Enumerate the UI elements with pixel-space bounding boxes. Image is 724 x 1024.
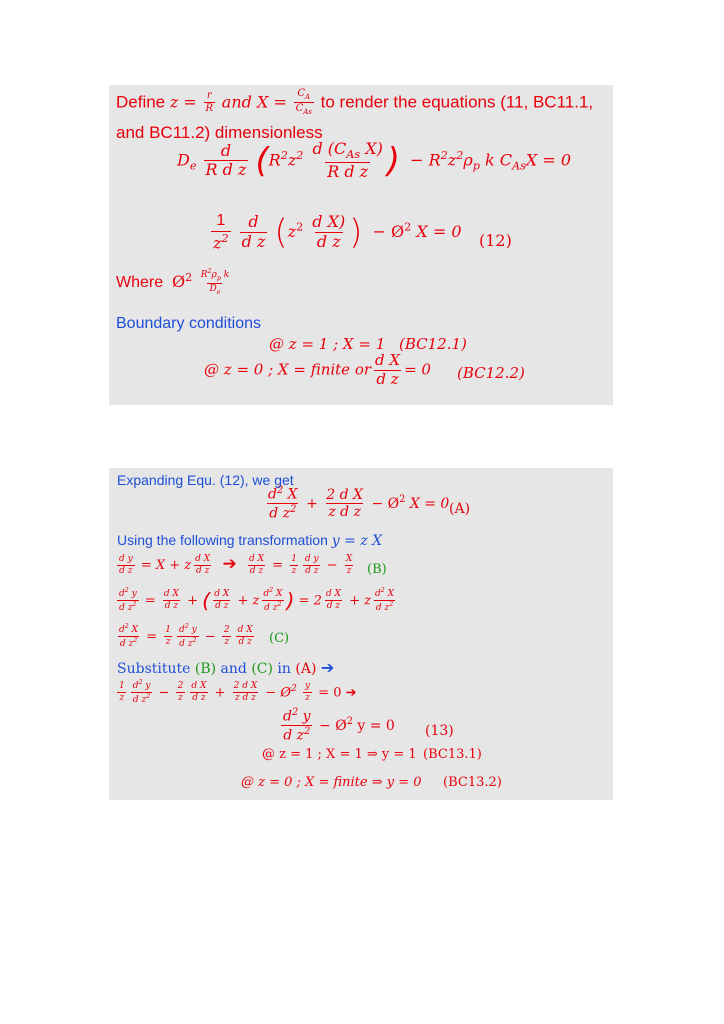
bc12-2: @ z = 0 ; X = finite or $\frac{\text{d X}}{\text{d z}}$ = 0: [204, 351, 431, 388]
eq13-label: (13): [425, 723, 454, 739]
define-line-2: and BC11.2) dimensionless: [116, 123, 323, 142]
equation-substituted: $\frac{1}{z}$ $\frac{d^2 y}{d z^2}$ − $\frac{2}{z}$ $\frac{\text{d X}}{\text{d z}}$ + $\frac{\text{2 d X}}{\text{z d z}}$ − $Ø^2$ $\frac{y}{z}$ = 0 ➔: [119, 679, 357, 706]
eqA-label: (A): [449, 501, 471, 517]
bc-heading: Boundary conditions: [116, 315, 261, 332]
define-line: [116, 89, 593, 117]
where-line: Where $Ø^2$ $\frac{R^2\rho_p k}{D_e}$: [116, 268, 230, 297]
eqC-label: (C): [269, 631, 290, 646]
define-word: Define: [116, 92, 166, 112]
equation-A: $\frac{d^2 X}{d z^2}$ + $\frac{\text{2 d X}}{\text{z d z}}$ − $Ø^2$ X = 0: [268, 485, 450, 522]
equation-C: $\frac{d^2 X}{d z^2}$ = $\frac{1}{z}$ $\frac{d^2 y}{d z^2}$ − $\frac{2}{z}$ $\frac{\text{d X}}{\text{d z}}$: [119, 623, 253, 650]
expanding-line: Expanding Equ. (12), we get: [117, 472, 294, 488]
bc12-1-label: (BC12.1): [399, 335, 467, 353]
z-eq: z =: [169, 92, 197, 112]
definitions-panel: [109, 85, 613, 405]
bc13-1-label: (BC13.1): [423, 747, 482, 762]
r-over-R: $\frac{r}{R}$: [205, 89, 214, 115]
and-X: and X =: [221, 92, 287, 112]
equation-12: $\frac{1}{z^2}$ $\frac{d}{\text{d z}}$ ($z^2$ $\frac{\text{d X)}}{\text{d z}}$ ) − $Ø^2$ X = 0: [213, 212, 462, 253]
d-over-Rdz: $\frac{d}{\text{R d z}}$: [205, 140, 247, 180]
bc13-2-label: (BC13.2): [443, 775, 502, 790]
eqB-label: (B): [367, 562, 387, 577]
using-line: Using the following transformation y = z X: [117, 532, 383, 549]
bc13-1: @ z = 1 ; X = 1 ⇒ y = 1: [262, 747, 417, 762]
bc13-2: @ z = 0 ; X = finite ⇒ y = 0: [241, 775, 422, 790]
equation-B: $\frac{\text{d y}}{\text{d z}}$ = X + z $\frac{\text{d X}}{\text{d z}}$ ➔ $\frac{\text{d X}}{\text{d z}}$ = $\frac{1}{z}$ $\frac{\text{d y}}{\text{d z}}$ − $\frac{X}{z}$: [119, 553, 353, 576]
equation-second-derivative: $\frac{d^2 y}{d z^2}$ = $\frac{\text{d X}}{\text{d z}}$ + ( $\frac{\text{d X}}{\text{d z}}$ + z $\frac{d^2 X}{d z^2}$ ) = 2 $\frac{\text{d X}}{\text{d z}}$ + z $\frac{d^2 X}{d z^2}$: [119, 587, 395, 614]
expansion-panel: [109, 468, 613, 800]
eq12-label: (12): [479, 231, 512, 250]
bc12-2-label: (BC12.2): [457, 364, 525, 382]
define-tail: to render the equations (11, BC11.1,: [320, 92, 594, 112]
equation-13: $\frac{d^2 y}{d z^2}$ − $Ø^2$ y = 0: [283, 707, 395, 744]
bc12-1: @ z = 1 ; X = 1: [269, 335, 386, 353]
CA-over-CAs: $\frac{C_A}{C_{As}}$: [295, 88, 312, 117]
equation-1: $D_e$ $\frac{d}{\text{R d z}}$ ($R^2z^2$ $\frac{d (C_{As} X)}{\text{R d z}}$ ) − $R^2z^2\rho_p$ k $C_{As}X = 0$: [177, 139, 572, 181]
substitute-line: Substitute (B) and (C) in (A) ➔: [117, 660, 335, 677]
